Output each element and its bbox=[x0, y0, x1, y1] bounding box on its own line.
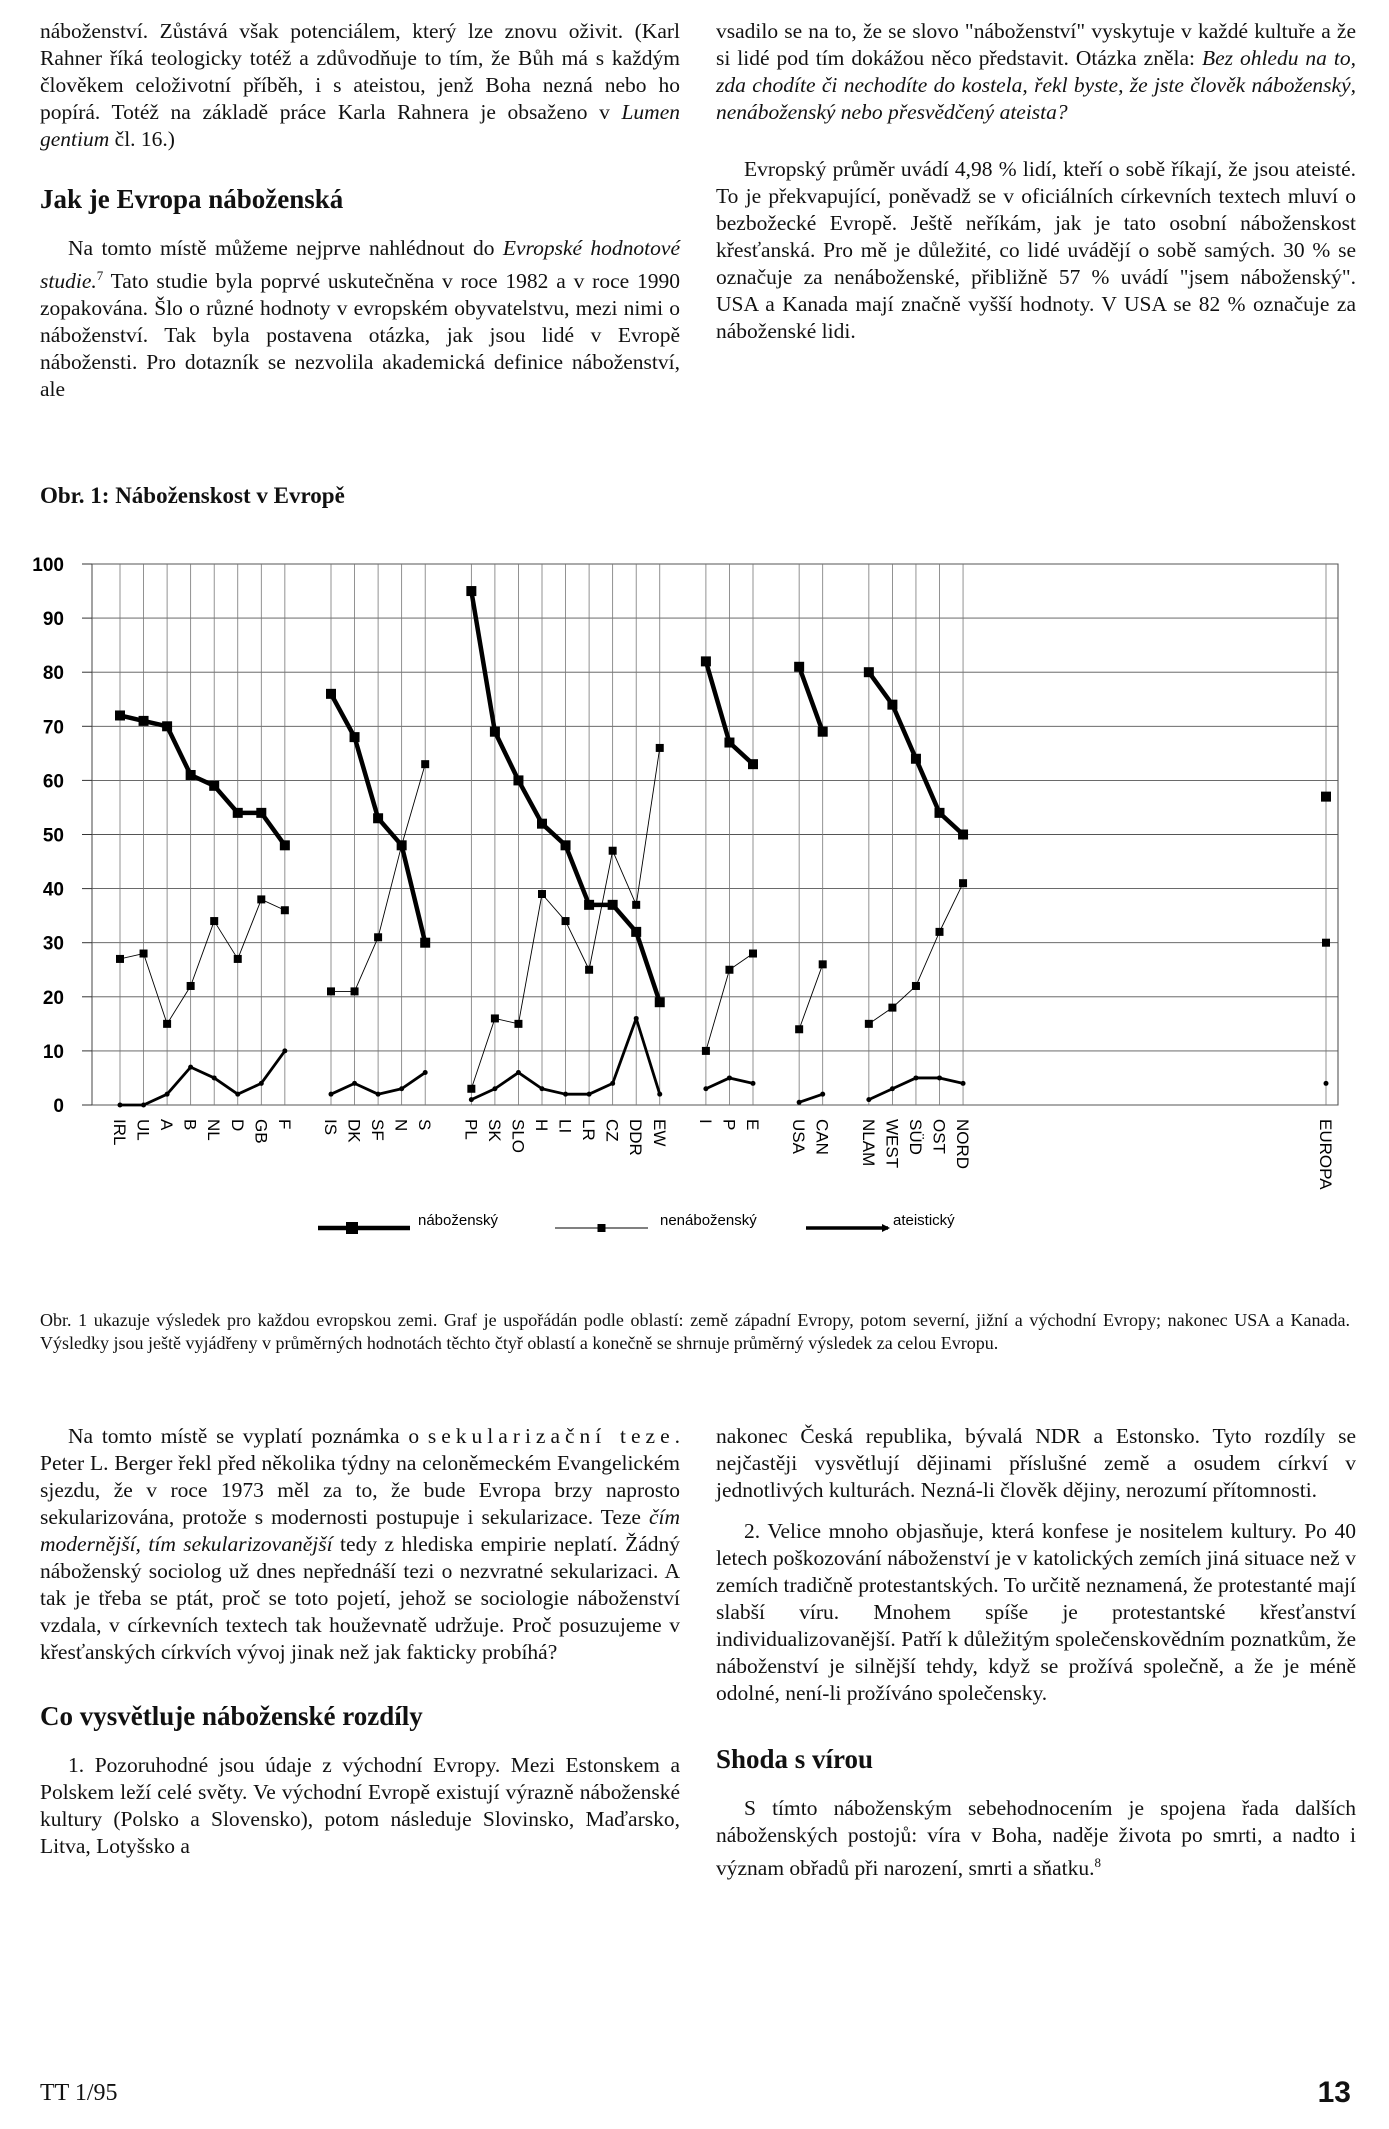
series-segment bbox=[167, 986, 191, 1024]
data-point bbox=[724, 738, 734, 748]
x-tick-label: B bbox=[180, 1119, 200, 1131]
data-point bbox=[1321, 792, 1331, 802]
series-segment bbox=[144, 954, 168, 1024]
series-segment bbox=[518, 1073, 542, 1089]
series-0 bbox=[115, 586, 1331, 1007]
data-point bbox=[725, 966, 733, 974]
data-point bbox=[584, 900, 594, 910]
data-point bbox=[562, 917, 570, 925]
section-heading: Jak je Evropa náboženská bbox=[40, 184, 344, 214]
data-point bbox=[141, 1103, 146, 1108]
y-tick-label: 50 bbox=[42, 825, 64, 847]
x-tick-label: PL bbox=[461, 1119, 481, 1140]
series-segment bbox=[355, 1083, 379, 1094]
data-point bbox=[608, 900, 618, 910]
data-point bbox=[212, 1075, 217, 1080]
series-segment bbox=[518, 894, 542, 1024]
data-point bbox=[256, 808, 266, 818]
top-right-column bbox=[716, 18, 1356, 345]
data-point bbox=[587, 1092, 592, 1097]
series-1 bbox=[116, 744, 1330, 1093]
faith-paragraph: S tímto náboženským sebehodnocením je spojena řada dalších náboženských postojů: víra v Boha, naděje života po smrti, a nadto i význam obřadů při narození, smrti a sňatku.$^8$ bbox=[716, 1796, 1356, 1881]
legend-marker bbox=[346, 1222, 358, 1234]
series-segment bbox=[940, 1078, 964, 1083]
series-segment bbox=[940, 883, 964, 932]
x-tick-label: OST bbox=[929, 1119, 949, 1154]
confession-paragraph: 2. Velice mnoho objasňuje, která konfese je nositelem kultury. Po 40 letech poškozování náboženství je v katolických zemích jiná situace než v zemích tradičně protestantských. To určitě neznamená, že protestanté mají slabší víru. Mnohem spíše je protestantské křesťanství individualizovanější. Patří k důležitým společenskovědním poznatkům, že náboženství je silnější tehdy, když se prožívá společně, a že je méně odolné, není-li prožíváno společensky. bbox=[716, 1519, 1356, 1705]
series-segment bbox=[214, 1078, 238, 1094]
x-tick-label: IS bbox=[321, 1119, 340, 1136]
series-segment bbox=[518, 780, 542, 823]
series-segment bbox=[892, 705, 916, 759]
data-point bbox=[609, 847, 617, 855]
section-heading-differences: Co vysvětluje náboženské rozdíly bbox=[40, 1701, 423, 1731]
data-point bbox=[492, 1086, 497, 1091]
series-segment bbox=[542, 894, 566, 921]
data-point bbox=[634, 1016, 639, 1021]
data-point bbox=[282, 1048, 287, 1053]
series-segment bbox=[799, 667, 823, 732]
x-tick-label: N bbox=[391, 1119, 411, 1132]
data-point bbox=[888, 1004, 896, 1012]
religiosity-chart bbox=[0, 540, 1389, 1260]
data-point bbox=[561, 840, 571, 850]
secularization-paragraph: Na tomto místě se vyplatí poznámka o sekularizační teze. Peter L. Berger řekl před několika týdny na celoněmeckém Evangelickém sjezdu, že v roce 1973 měl za to, že bude Evropa brzy naprosto sekularizována, protože s modernosti postupuje i sekularizace. Teze čím modernější, tím sekularizovanější tedy z hlediska empirie neplatí. Žádný náboženský sociolog už dnes nepřednáší tezi o nezvratné sekularizaci. A tak je třeba se ptát, proč se toto pojetí, jehož se sociologie náboženství vzdala, v církevních textech tak houževnatě udržuje. Proč posuzujeme v křesťanských církvích vývoj jinak než jak fakticky probíhá? bbox=[40, 1424, 681, 1664]
series-2 bbox=[118, 1016, 1329, 1108]
top-left-column bbox=[40, 18, 680, 403]
data-point bbox=[727, 1075, 732, 1080]
data-point bbox=[259, 1081, 264, 1086]
y-tick-label: 80 bbox=[42, 663, 64, 685]
average-paragraph: Evropský průměr uvádí 4,98 % lidí, kteří o sobě říkají, že jsou ateisté. To je překvapující, poněvadž se v oficiálních církevních textech mluví o bezbožecké Evropě. Ještě neříkám, jak je tato osobní náboženskost křesťanská. Pro mě je důležité, co lidé uvádějí o sobě samých. 30 % se označuje za nenáboženské, přibližně 57 % uvádí "jsem náboženský". USA a Kanada mají značně vyšší hodnoty. V USA se 82 % označuje za náboženské lidi. bbox=[716, 157, 1356, 343]
x-tick-label: EW bbox=[649, 1119, 669, 1147]
data-point bbox=[959, 879, 967, 887]
data-point bbox=[257, 895, 265, 903]
y-tick-label: 0 bbox=[53, 1096, 64, 1117]
data-point bbox=[913, 1075, 918, 1080]
x-tick-label: EUROPA bbox=[1316, 1119, 1335, 1190]
series-segment bbox=[402, 845, 426, 942]
data-point bbox=[819, 960, 827, 968]
y-tick-label: 100 bbox=[32, 555, 64, 576]
data-point bbox=[610, 1081, 615, 1086]
y-tick-label: 10 bbox=[42, 1041, 64, 1063]
data-point bbox=[912, 982, 920, 990]
series-lines bbox=[115, 586, 1331, 1107]
data-point bbox=[374, 933, 382, 941]
data-point bbox=[632, 901, 640, 909]
data-point bbox=[469, 1097, 474, 1102]
data-point bbox=[864, 667, 874, 677]
figure-caption: Obr. 1 ukazuje výsledek pro každou evropskou zemi. Graf je uspořádán podle oblastí: země západní Evropy, potom severní, jižní a východní Evropy; nakonec USA a Kanada. Výsledky jsou ještě vyjádřeny v průměrných hodnotách těchto čtyř oblastí a konečně se shrnuje průměrný výsledek za celou Evropu. bbox=[40, 1310, 1350, 1353]
x-tick-label: NORD bbox=[953, 1119, 973, 1170]
series-segment bbox=[869, 1089, 893, 1100]
data-point bbox=[937, 1075, 942, 1080]
series-segment bbox=[355, 737, 379, 818]
data-point bbox=[749, 950, 757, 958]
data-point bbox=[210, 917, 218, 925]
x-tick-label: NLAM bbox=[858, 1119, 878, 1167]
x-tick-label: CAN bbox=[812, 1119, 832, 1155]
data-point bbox=[350, 732, 360, 742]
east-europe-paragraph: 1. Pozoruhodné jsou údaje z východní Evropy. Mezi Estonskem a Polskem leží celé světy. Ve východní Evropě existují výrazně náboženské kultury (Polsko a Slovensko), potom následuje Slovinsko, Maďarsko, Litva, Lotyšsko a bbox=[40, 1753, 680, 1858]
series-segment bbox=[706, 1078, 730, 1089]
data-point bbox=[748, 759, 758, 769]
section-heading-faith: Shoda s vírou bbox=[716, 1744, 874, 1774]
page-number: 13 bbox=[1317, 2076, 1351, 2109]
x-tick-label: F bbox=[274, 1119, 294, 1130]
series-segment bbox=[916, 932, 940, 986]
series-segment bbox=[471, 1018, 495, 1088]
chart-legend bbox=[318, 1212, 955, 1234]
x-tick-label: P bbox=[719, 1119, 739, 1131]
x-axis bbox=[110, 1119, 1335, 1190]
data-point bbox=[351, 987, 359, 995]
y-tick-label: 70 bbox=[42, 717, 64, 739]
series-segment bbox=[355, 937, 379, 991]
data-point bbox=[656, 744, 664, 752]
data-point bbox=[163, 1020, 171, 1028]
x-tick-label: SK bbox=[484, 1119, 504, 1142]
data-point bbox=[326, 689, 336, 699]
legend-label: nenáboženský bbox=[660, 1212, 757, 1229]
data-point bbox=[281, 906, 289, 914]
series-segment bbox=[214, 921, 238, 959]
series-segment bbox=[238, 899, 262, 959]
data-point bbox=[187, 982, 195, 990]
series-segment bbox=[191, 1067, 215, 1078]
x-tick-label: CZ bbox=[602, 1119, 622, 1142]
data-point bbox=[421, 760, 429, 768]
x-tick-label: I bbox=[695, 1119, 715, 1124]
history-paragraph: nakonec Česká republika, bývalá NDR a Estonsko. Tyto rozdíly se nejčastěji vysvětlují dějinami příslušné země a osudem církví v jednotlivých kulturách. Nezná-li člověk dějiny, nerozumí přítomnosti. bbox=[716, 1424, 1356, 1502]
data-point bbox=[116, 955, 124, 963]
data-point bbox=[911, 754, 921, 764]
series-segment bbox=[471, 591, 495, 732]
data-point bbox=[233, 808, 243, 818]
x-tick-label: NL bbox=[204, 1119, 224, 1141]
intro-paragraph: náboženství. Zůstává však potenciálem, který lze znovu oživit. (Karl Rahner říká teologicky totéž a zdůvodňuje to tím, že Bůh má s každým člověkem celoživotní příběh, i s ateistou, jenž Boha nezná nebo ho popírá. Totéž na základě práce Karla Rahnera je obsaženo v Lumen gentium čl. 16.) bbox=[40, 19, 680, 151]
x-tick-label: S bbox=[415, 1119, 435, 1131]
y-axis bbox=[32, 555, 92, 1117]
series-segment bbox=[706, 970, 730, 1051]
series-segment bbox=[706, 661, 730, 742]
series-segment bbox=[799, 1094, 823, 1102]
data-point bbox=[139, 716, 149, 726]
series-segment bbox=[542, 1089, 566, 1094]
data-point bbox=[540, 1086, 545, 1091]
data-point bbox=[327, 987, 335, 995]
legend-marker bbox=[598, 1224, 606, 1232]
data-point bbox=[818, 727, 828, 737]
data-point bbox=[1324, 1081, 1329, 1086]
data-point bbox=[513, 775, 523, 785]
data-point bbox=[352, 1081, 357, 1086]
data-point bbox=[188, 1065, 193, 1070]
series-segment bbox=[378, 845, 402, 937]
data-point bbox=[280, 840, 290, 850]
x-tick-label: E bbox=[743, 1119, 762, 1131]
x-tick-label: DK bbox=[344, 1119, 364, 1143]
legend-label: ateistický bbox=[893, 1212, 955, 1229]
data-point bbox=[466, 586, 476, 596]
series-segment bbox=[167, 1067, 191, 1094]
bottom-left-column bbox=[40, 1423, 680, 1860]
data-point bbox=[935, 808, 945, 818]
data-point bbox=[703, 1086, 708, 1091]
data-point bbox=[373, 813, 383, 823]
x-tick-label: UL bbox=[133, 1119, 153, 1141]
data-point bbox=[585, 966, 593, 974]
data-point bbox=[162, 721, 172, 731]
series-segment bbox=[238, 1083, 262, 1094]
series-segment bbox=[331, 694, 355, 737]
data-point bbox=[115, 710, 125, 720]
series-segment bbox=[589, 1083, 613, 1094]
y-tick-label: 90 bbox=[42, 609, 64, 631]
data-point bbox=[936, 928, 944, 936]
data-point bbox=[234, 955, 242, 963]
data-point bbox=[490, 727, 500, 737]
bottom-right-column bbox=[716, 1423, 1356, 1882]
x-tick-label: USA bbox=[789, 1119, 809, 1154]
x-tick-label: SLO bbox=[508, 1119, 528, 1154]
data-point bbox=[423, 1070, 428, 1075]
x-tick-label: DDR bbox=[626, 1119, 646, 1156]
data-point bbox=[961, 1081, 966, 1086]
data-point bbox=[794, 662, 804, 672]
data-point bbox=[376, 1092, 381, 1097]
data-point bbox=[655, 997, 665, 1007]
data-point bbox=[1322, 939, 1330, 947]
y-tick-label: 60 bbox=[42, 771, 64, 793]
series-segment bbox=[191, 921, 215, 986]
data-point bbox=[186, 770, 196, 780]
x-tick-label: A bbox=[157, 1119, 177, 1131]
data-point bbox=[890, 1086, 895, 1091]
data-point bbox=[538, 890, 546, 898]
x-tick-label: SÜD bbox=[905, 1119, 925, 1155]
series-segment bbox=[636, 748, 660, 905]
series-segment bbox=[566, 845, 590, 905]
data-point bbox=[563, 1092, 568, 1097]
data-point bbox=[866, 1097, 871, 1102]
series-segment bbox=[892, 1078, 916, 1089]
data-point bbox=[820, 1092, 825, 1097]
series-segment bbox=[167, 726, 191, 775]
legend-marker bbox=[882, 1224, 890, 1232]
data-point bbox=[399, 1086, 404, 1091]
data-point bbox=[420, 938, 430, 948]
series-segment bbox=[331, 1083, 355, 1094]
data-point bbox=[398, 841, 406, 849]
data-point bbox=[657, 1092, 662, 1097]
data-point bbox=[958, 830, 968, 840]
data-point bbox=[329, 1092, 334, 1097]
series-segment bbox=[613, 851, 637, 905]
data-point bbox=[702, 1047, 710, 1055]
x-tick-label: IRL bbox=[110, 1119, 129, 1146]
data-point bbox=[537, 819, 547, 829]
data-point bbox=[467, 1085, 475, 1093]
data-point bbox=[631, 927, 641, 937]
x-tick-label: D bbox=[227, 1119, 247, 1132]
data-point bbox=[797, 1100, 802, 1105]
y-tick-label: 20 bbox=[42, 987, 64, 1009]
series-segment bbox=[402, 764, 426, 845]
series-segment bbox=[636, 1018, 660, 1094]
study-paragraph: Na tomto místě můžeme nejprve nahlédnout do Evropské hodnotové studie.$^7$ Tato studie byla poprvé uskutečněna v roce 1982 a v roce 1990 zopakována. Šlo o různé hodnoty v evropském obyvatelstvu, mezi nimi o náboženství. Tak byla postavena otázka, jak jsou lidé v Evropě nábožensti. Pro dotazník se nezvolila akademická definice náboženství, ale bbox=[40, 236, 680, 402]
x-tick-label: SF bbox=[368, 1119, 388, 1141]
data-point bbox=[701, 656, 711, 666]
series-segment bbox=[378, 1089, 402, 1094]
series-segment bbox=[495, 732, 519, 781]
data-point bbox=[795, 1025, 803, 1033]
y-tick-label: 30 bbox=[42, 933, 64, 955]
series-segment bbox=[566, 921, 590, 970]
series-segment bbox=[495, 1073, 519, 1089]
y-tick-label: 40 bbox=[42, 879, 64, 901]
question-paragraph: vsadilo se na to, že se slovo "náboženství" vyskytuje v každé kultuře a že si lidé pod tím dokážou něco představit. Otázka zněla: Bez ohledu na to, zda chodíte či nechodíte do kostela, řekl byste, že jste člověk náboženský, nenáboženský nebo přesvědčený ateista? bbox=[716, 19, 1356, 124]
x-tick-label: LI bbox=[555, 1119, 575, 1134]
x-tick-label: WEST bbox=[882, 1119, 902, 1169]
data-point bbox=[514, 1020, 522, 1028]
issue-label: TT 1/95 bbox=[40, 2080, 118, 2106]
data-point bbox=[209, 781, 219, 791]
data-point bbox=[118, 1103, 123, 1108]
data-point bbox=[887, 700, 897, 710]
x-tick-label: GB bbox=[251, 1119, 271, 1144]
series-segment bbox=[589, 851, 613, 970]
data-point bbox=[165, 1092, 170, 1097]
x-tick-label: LR bbox=[579, 1119, 599, 1141]
figure-title: Obr. 1: Náboženskost v Evropě bbox=[40, 483, 345, 508]
data-point bbox=[491, 1014, 499, 1022]
series-segment bbox=[729, 1078, 753, 1083]
data-point bbox=[140, 950, 148, 958]
series-segment bbox=[916, 759, 940, 813]
x-tick-label: H bbox=[532, 1119, 551, 1132]
data-point bbox=[865, 1020, 873, 1028]
series-segment bbox=[402, 1073, 426, 1089]
series-segment bbox=[144, 1094, 168, 1105]
legend-label: náboženský bbox=[418, 1212, 499, 1229]
data-point bbox=[235, 1092, 240, 1097]
data-point bbox=[516, 1070, 521, 1075]
series-segment bbox=[261, 1051, 285, 1083]
data-point bbox=[751, 1081, 756, 1086]
